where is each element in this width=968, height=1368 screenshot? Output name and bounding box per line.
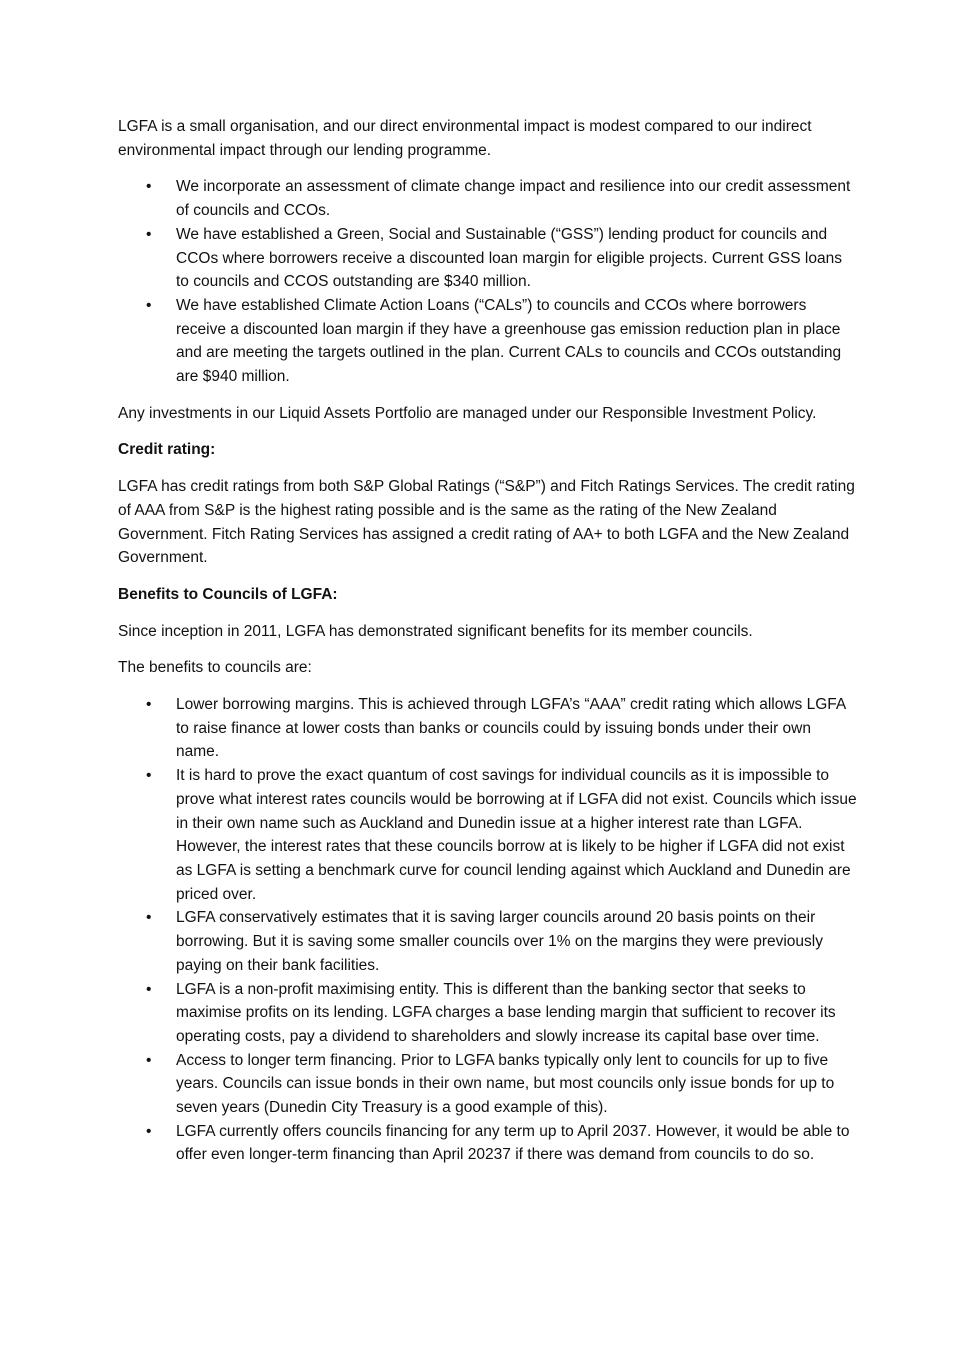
bullet-icon: •	[146, 296, 152, 314]
bullet-icon: •	[146, 696, 152, 714]
list-item	[118, 294, 858, 389]
bullet-icon: •	[146, 980, 152, 998]
list-item	[118, 1120, 858, 1167]
bullet-icon: •	[146, 178, 152, 196]
list-item-text: It is hard to prove the exact quantum of cost savings for individual councils as it is impossible to prove what interest rates councils would be borrowing at if LGFA did not exist. Councils which issue in their own name such as Auckland and Dunedin issue at a higher interest rate than LGFA. However, the interest rates that these councils borrow at is likely to be higher if LGFA did not exist as LGFA is setting a benchmark curve for council lending against which Auckland and Dunedin are priced over.	[176, 767, 857, 903]
list-item	[118, 906, 858, 977]
list-item-text: Lower borrowing margins. This is achieved through LGFA’s “AAA” credit rating which allows LGFA to raise finance at lower costs than banks or councils could by issuing bonds under their own name.	[176, 696, 846, 761]
bullet-icon: •	[146, 909, 152, 927]
bullet-icon: •	[146, 1051, 152, 1069]
investments-paragraph: Any investments in our Liquid Assets Portfolio are managed under our Responsible Investment Policy.	[118, 404, 817, 422]
list-item	[118, 764, 858, 906]
list-item	[118, 978, 858, 1049]
list-item	[118, 175, 858, 222]
list-item-text: LGFA conservatively estimates that it is saving larger councils around 20 basis points on their borrowing. But it is saving some smaller councils over 1% on the margins they were previously paying on their bank facilities.	[176, 909, 823, 974]
list-item-text: LGFA is a non-profit maximising entity. This is different than the banking sector that seeks to maximise profits on its lending. LGFA charges a base lending margin that sufficient to recover its operating costs, pay a dividend to shareholders and slowly increase its capital base over time.	[176, 980, 836, 1045]
list-item	[118, 1049, 858, 1120]
benefits-intro-paragraph: Since inception in 2011, LGFA has demonstrated significant benefits for its member councils.	[118, 622, 753, 640]
credit-rating-paragraph: LGFA has credit ratings from both S&P Global Ratings (“S&P”) and Fitch Ratings Services. The credit rating of AAA from S&P is the highest rating possible and is the same as the rating of the New Zealand Government. Fitch Rating Services has assigned a credit rating of AA+ to both LGFA and the New Zealand Government.	[118, 478, 855, 567]
bullet-icon: •	[146, 225, 152, 243]
credit-rating-heading: Credit rating:	[118, 441, 216, 459]
list-item	[118, 223, 858, 294]
list-item	[118, 693, 858, 764]
environment-bullet-list	[118, 175, 858, 388]
bullet-icon: •	[146, 767, 152, 785]
list-item-text: We have established Climate Action Loans (“CALs”) to councils and CCOs where borrowers receive a discounted loan margin if they have a greenhouse gas emission reduction plan in place and are meeting the targets outlined in the plan. Current CALs to councils and CCOs outstanding are $940 million.	[176, 296, 842, 386]
benefits-bullet-list	[118, 693, 858, 1167]
benefits-lead-paragraph: The benefits to councils are:	[118, 659, 312, 677]
benefits-heading: Benefits to Councils of LGFA:	[118, 585, 338, 603]
intro-paragraph: LGFA is a small organisation, and our direct environmental impact is modest compared to our indirect environmental impact through our lending programme.	[118, 118, 812, 159]
bullet-icon: •	[146, 1122, 152, 1140]
list-item-text: We have established a Green, Social and Sustainable (“GSS”) lending product for councils and CCOs where borrowers receive a discounted loan margin for eligible projects. Current GSS loans to councils and CCOS outstanding are $340 million.	[176, 225, 842, 291]
list-item-text: Access to longer term financing. Prior to LGFA banks typically only lent to councils for up to five years. Councils can issue bonds in their own name, but most councils only issue bonds for up to seven years (Dunedin City Treasury is a good example of this).	[176, 1051, 835, 1117]
list-item-text: We incorporate an assessment of climate change impact and resilience into our credit assessment of councils and CCOs.	[176, 178, 851, 220]
list-item-text: LGFA currently offers councils financing for any term up to April 2037. However, it would be able to offer even longer-term financing than April 20237 if there was demand from councils to do so.	[176, 1122, 850, 1164]
